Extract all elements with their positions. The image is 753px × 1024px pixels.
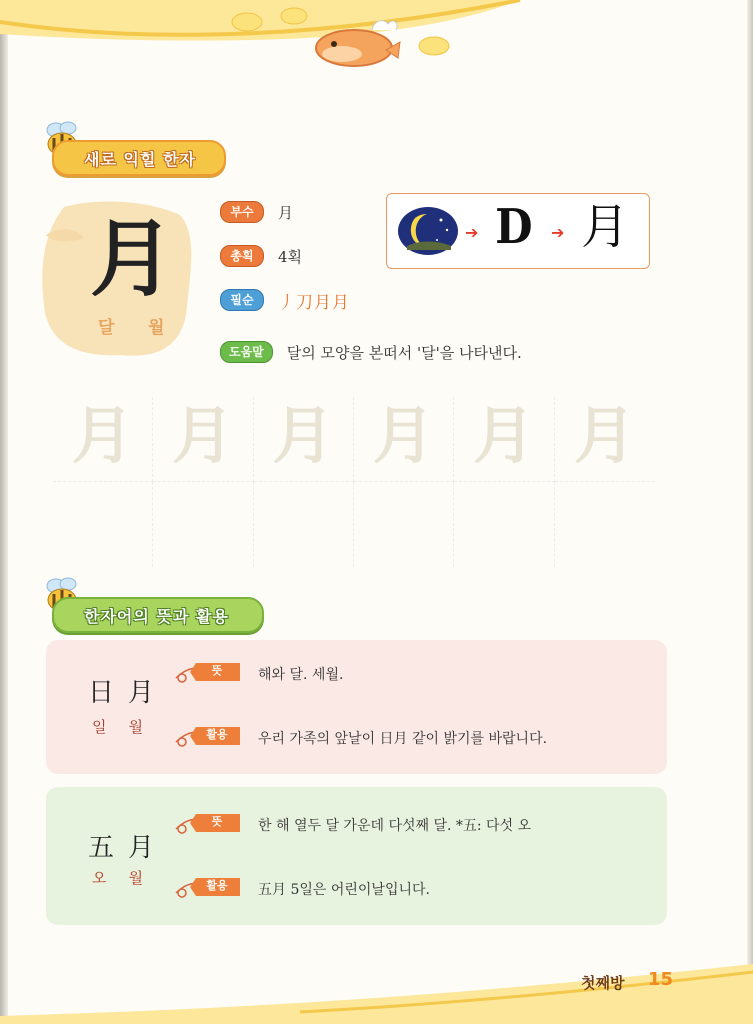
section-title-word-usage — [52, 597, 264, 633]
ancient-glyph: D — [495, 199, 533, 255]
hanja-sound: 월 — [148, 318, 165, 338]
section-title-text: 새로 익힐 한자 — [84, 150, 196, 169]
usage-tag-label: 활용 — [206, 728, 228, 741]
help-badge: 도움말 — [220, 341, 273, 363]
meaning-tag-label: 뜻 — [211, 664, 223, 677]
page-edge-right — [747, 0, 753, 1024]
stroke-order-badge: 필순 — [220, 289, 264, 311]
word-usage: 五月 5일은 어린이날입니다. — [258, 882, 430, 898]
page-number: 15 — [648, 969, 674, 990]
meaning-tag-label: 뜻 — [211, 815, 223, 828]
usage-tag-label: 활용 — [206, 879, 228, 892]
stroke-order-value: 丿刀月月 — [278, 292, 350, 313]
trace-character: 月 — [573, 399, 636, 472]
info-stroke-order — [220, 288, 350, 312]
practice-cell[interactable] — [153, 397, 253, 482]
writing-practice-grid — [53, 397, 655, 567]
info-help — [220, 340, 522, 364]
footer-chapter-label: 첫째방 — [581, 974, 625, 992]
practice-cell[interactable] — [153, 482, 253, 567]
word-reading: 일월 — [92, 718, 165, 736]
practice-cell[interactable] — [555, 397, 655, 482]
page-edge-left — [0, 0, 8, 1024]
trace-character: 月 — [472, 399, 535, 472]
practice-cell[interactable] — [354, 397, 454, 482]
whale-icon — [312, 16, 402, 70]
info-strokes — [220, 244, 302, 268]
evolution-arrow-2: ➔ — [551, 223, 565, 242]
trace-character: 月 — [272, 399, 335, 472]
modern-glyph: 月 — [581, 199, 630, 255]
section-title-new-hanja — [52, 140, 226, 176]
word-hanja: 日月 — [88, 678, 169, 708]
footer-band — [0, 960, 753, 1024]
word-reading: 오월 — [92, 869, 165, 887]
moon-night-icon — [397, 206, 459, 256]
trace-character: 月 — [372, 399, 435, 472]
practice-cell[interactable] — [354, 482, 454, 567]
info-radical — [220, 200, 293, 224]
word-meaning: 해와 달. 세월. — [258, 667, 344, 683]
word-card-1 — [46, 640, 667, 774]
section-title-text: 한자어의 뜻과 활용 — [84, 607, 229, 626]
main-hanja: 月 — [90, 209, 175, 308]
practice-cell[interactable] — [53, 397, 153, 482]
radical-value: 月 — [278, 203, 294, 222]
strokes-value: 4획 — [278, 247, 303, 266]
strokes-badge: 총획 — [220, 245, 264, 267]
help-value: 달의 모양을 본떠서 '달'을 나타낸다. — [286, 343, 522, 362]
word-usage: 우리 가족의 앞날이 日月 같이 밝기를 바랍니다. — [258, 731, 548, 747]
practice-cell[interactable] — [555, 482, 655, 567]
evolution-arrow-1: ➔ — [465, 223, 479, 242]
word-card-2 — [46, 787, 667, 925]
character-evolution-box — [386, 193, 650, 269]
word-hanja: 五月 — [88, 833, 169, 863]
word-meaning: 한 해 열두 달 가운데 다섯째 달. *五: 다섯 오 — [258, 818, 532, 834]
practice-cell[interactable] — [254, 397, 354, 482]
practice-cell[interactable] — [454, 397, 554, 482]
main-character-block — [40, 195, 200, 365]
practice-cell[interactable] — [254, 482, 354, 567]
practice-cell[interactable] — [454, 482, 554, 567]
radical-badge: 부수 — [220, 201, 264, 223]
trace-character: 月 — [171, 399, 234, 472]
practice-cell[interactable] — [53, 482, 153, 567]
hanja-meaning: 달 — [98, 318, 115, 338]
trace-character: 月 — [71, 399, 134, 472]
